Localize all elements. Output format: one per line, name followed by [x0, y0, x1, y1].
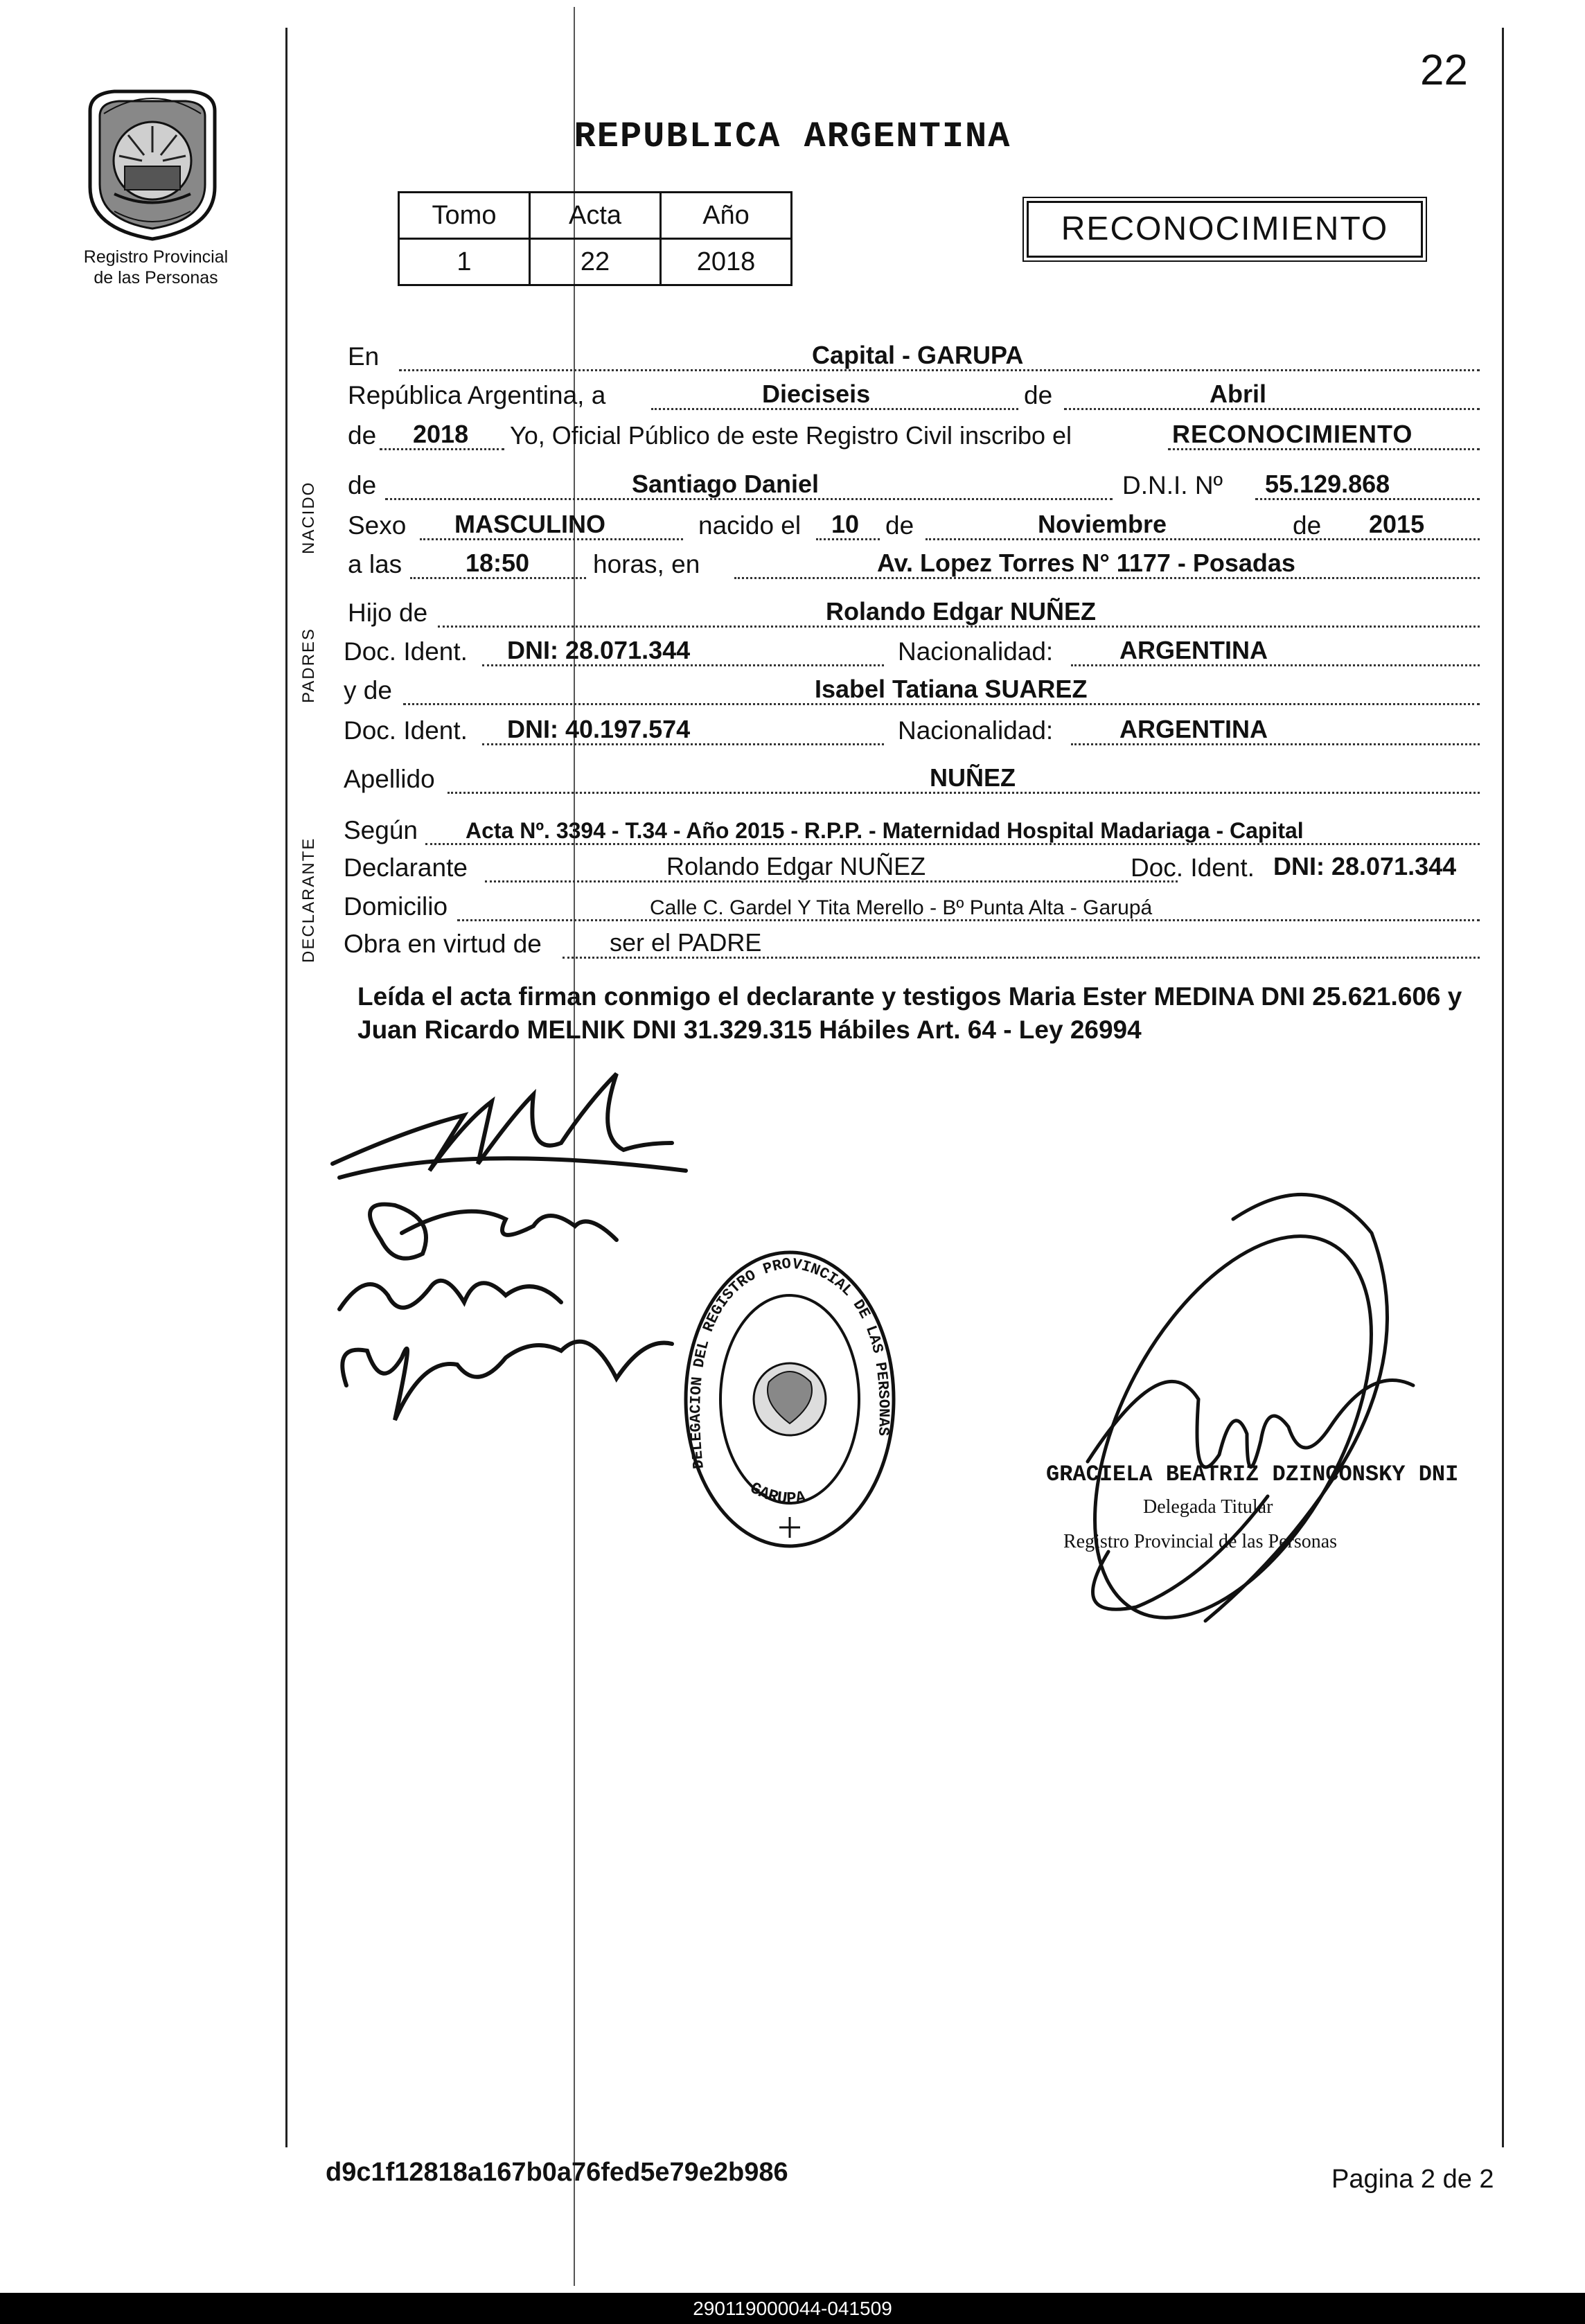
padre-nac: ARGENTINA	[1119, 636, 1268, 664]
anio-value: 2018	[661, 239, 792, 285]
en-value: Capital - GARUPA	[812, 341, 1024, 369]
domicilio-label: Domicilio	[344, 892, 448, 921]
declarante-doc: DNI: 28.071.344	[1273, 852, 1457, 880]
lugar-value: Av. Lopez Torres N° 1177 - Posadas	[877, 549, 1295, 577]
tomo-header: Tomo	[399, 193, 530, 239]
signer-name: GRACIELA BEATRIZ DZINCONSKY DNI	[1046, 1462, 1459, 1487]
handwritten-signatures-left	[326, 1060, 714, 1448]
obra-label: Obra en virtud de	[344, 930, 542, 958]
de-label: de	[1024, 381, 1053, 409]
inscribo-value: RECONOCIMIENTO	[1172, 420, 1413, 448]
section-padres: PADRES	[299, 628, 318, 703]
en-label: En	[348, 342, 380, 371]
row-en	[344, 339, 1480, 375]
acta-value: 22	[530, 239, 661, 285]
madre-value: Isabel Tatiana SUAREZ	[815, 675, 1088, 703]
sexo-value: MASCULINO	[454, 510, 605, 538]
hora-value: 18:50	[466, 549, 530, 577]
tomo-value: 1	[399, 239, 530, 285]
registro-provincial-label	[66, 247, 246, 288]
de-label: de	[348, 471, 377, 499]
obra-value: ser el PADRE	[610, 928, 762, 957]
row-hora	[344, 547, 1480, 583]
nacido-anio: 2015	[1369, 510, 1425, 538]
domicilio-value: Calle C. Gardel Y Tita Merello - Bº Punta Alta - Garupá	[650, 896, 1153, 919]
tomo-acta-anio-table	[398, 191, 792, 286]
seal-place: GARUPA	[746, 1479, 808, 1509]
signer-organization: Registro Provincial de las Personas	[1063, 1531, 1338, 1552]
document-hash: d9c1f12818a167b0a76fed5e79e2b986	[326, 2158, 788, 2187]
row-sexo	[344, 508, 1480, 544]
madre-doc: DNI: 40.197.574	[507, 715, 691, 743]
barcode-strip: 290119000044-041509	[0, 2293, 1585, 2324]
row-madre-doc	[344, 713, 1480, 749]
right-margin-line	[1502, 28, 1504, 2147]
row-declarante	[344, 851, 1480, 887]
row-apellido	[344, 762, 1480, 798]
row-madre	[344, 673, 1480, 709]
row-nombre	[344, 468, 1480, 504]
page-indicator: Pagina 2 de 2	[1331, 2165, 1494, 2194]
acta-type-box: RECONOCIMIENTO	[1027, 201, 1423, 258]
left-margin-line	[285, 28, 287, 2147]
de-label: de	[348, 421, 377, 450]
padre-doc: DNI: 28.071.344	[507, 636, 691, 664]
anio-value: 2018	[413, 420, 469, 448]
row-padre-doc	[344, 635, 1480, 671]
apellido-value: NUÑEZ	[930, 763, 1016, 792]
segun-label: Según	[344, 816, 418, 844]
seal-text: DELEGACION DEL REGISTRO PROVINCIAL DE LAS PERSONAS	[687, 1254, 892, 1470]
mes-value: Abril	[1210, 380, 1267, 408]
nacido-label: nacido el	[698, 511, 802, 540]
nacido-mes: Noviembre	[1038, 510, 1167, 538]
acta-header: Acta	[530, 193, 661, 239]
dia-value: Dieciseis	[762, 380, 871, 408]
yde-label: y de	[344, 676, 392, 704]
dni-label: D.N.I. Nº	[1122, 471, 1223, 499]
declarante-value: Rolando Edgar NUÑEZ	[666, 852, 926, 880]
sexo-label: Sexo	[348, 511, 407, 540]
apellido-label: Apellido	[344, 765, 435, 793]
page-number: 22	[1420, 46, 1468, 94]
registro-line-2: de las Personas	[94, 268, 218, 287]
madre-nac: ARGENTINA	[1119, 715, 1268, 743]
section-declarante: DECLARANTE	[299, 837, 318, 963]
delegacion-registro-seal	[675, 1240, 904, 1559]
doc-label: Doc. Ident.	[344, 716, 468, 745]
a-las-label: a las	[348, 550, 402, 578]
dni-value: 55.129.868	[1265, 470, 1390, 498]
doc-label: Doc. Ident.	[1131, 853, 1255, 882]
provincia-misiones-emblem	[76, 83, 229, 242]
row-domicilio	[344, 889, 1480, 925]
padre-value: Rolando Edgar NUÑEZ	[826, 597, 1097, 626]
registro-line-1: Registro Provincial	[83, 247, 229, 267]
row-segun	[344, 813, 1480, 849]
de-label: de	[1293, 511, 1322, 540]
document-title: REPUBLICA ARGENTINA	[574, 116, 1011, 157]
row-inscribo	[344, 418, 1480, 454]
declarante-label: Declarante	[344, 853, 468, 882]
handwritten-signature-right	[1025, 1136, 1496, 1649]
republica-label: República Argentina, a	[348, 381, 606, 409]
hijo-label: Hijo de	[348, 598, 428, 627]
leida-text: Leída el acta firman conmigo el declarante y testigos Maria Ester MEDINA DNI 25.621.606 y Juan Ricardo MELNIK DNI 31.329.315 Hábiles Art. 64 - Ley 26994	[357, 982, 1462, 1044]
nacionalidad-label: Nacionalidad:	[898, 637, 1054, 666]
dotted-line	[1064, 408, 1480, 410]
row-obra	[344, 927, 1480, 963]
de-label: de	[885, 511, 914, 540]
doc-label: Doc. Ident.	[344, 637, 468, 666]
section-nacido: NACIDO	[299, 481, 318, 554]
yo-text: Yo, Oficial Público de este Registro Civil inscribo el	[510, 421, 1072, 450]
row-fecha	[344, 378, 1480, 414]
row-padre	[344, 596, 1480, 632]
anio-header: Año	[661, 193, 792, 239]
nacionalidad-label: Nacionalidad:	[898, 716, 1054, 745]
horas-label: horas, en	[593, 550, 700, 578]
segun-value: Acta Nº. 3394 - T.34 - Año 2015 - R.P.P. - Maternidad Hospital Madariaga - Capital	[466, 818, 1304, 843]
nacido-dia: 10	[831, 510, 860, 538]
nombre-value: Santiago Daniel	[632, 470, 820, 498]
signer-role: Delegada Titular	[1143, 1496, 1273, 1518]
